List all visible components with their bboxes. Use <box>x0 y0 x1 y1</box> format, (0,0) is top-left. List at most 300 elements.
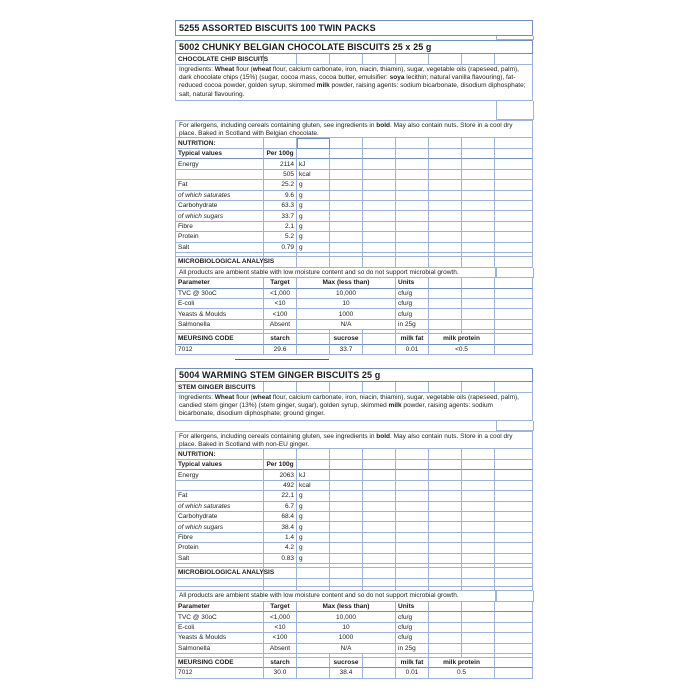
cell <box>429 568 462 579</box>
text: For allergens, including cereals containing gluten, see ingredients in <box>179 433 377 441</box>
cell <box>495 180 533 190</box>
cell <box>429 243 462 253</box>
cell <box>297 568 330 579</box>
cell: MEURSING CODE <box>175 334 264 344</box>
text-block <box>175 65 533 101</box>
cell <box>297 345 330 355</box>
cell <box>462 54 495 65</box>
cell <box>363 543 396 553</box>
cell: of which sugars <box>175 211 264 221</box>
cell <box>330 243 363 253</box>
cell: 1000 <box>297 309 396 319</box>
cell: cfu/g <box>396 309 429 319</box>
text: flour, calcium carbonate, iron, niacin, thiamin), sugar, vegetable oils (rapeseed, palm), dark chocolate chips (15%) (sugar, cocoa mass, cocoa butter, emulsifier: <box>179 66 519 82</box>
cell: Per 100g <box>264 460 297 470</box>
cell <box>462 180 495 190</box>
cell: 0.5 <box>429 668 495 678</box>
meursing-header-2 <box>175 658 534 668</box>
cell <box>429 502 462 512</box>
cell <box>396 382 429 393</box>
cell <box>363 658 396 668</box>
cell <box>495 299 533 309</box>
text: flour, calcium carbonate, iron, niacin, thiamin), sugar, vegetable oils (rapeseed, palm), candied stem ginger (13%) (stem ginger, sugar), golden syrup, skimmed <box>179 394 519 410</box>
cell: 2063 <box>264 470 297 480</box>
cell: Carbohydrate <box>175 512 264 522</box>
cell <box>462 449 495 460</box>
table-row <box>175 623 534 633</box>
cell <box>363 668 396 678</box>
nutrition-column-header-2 <box>175 460 534 470</box>
cell <box>429 644 462 654</box>
table-row <box>175 491 534 501</box>
cell <box>429 289 462 299</box>
cell: <10 <box>264 623 297 633</box>
cell <box>495 554 533 564</box>
table-row <box>175 191 534 201</box>
table-row <box>175 644 534 654</box>
cell <box>462 289 495 299</box>
cell <box>429 602 462 612</box>
cell: 38.4 <box>264 522 297 532</box>
cell: 68.4 <box>264 512 297 522</box>
cell: sucrose <box>330 334 363 344</box>
cell: MEURSING CODE <box>175 658 264 668</box>
cell <box>429 149 462 159</box>
micro-note-2 <box>175 591 534 602</box>
cell <box>495 481 533 491</box>
cell: STEM GINGER BISCUITS <box>175 382 264 393</box>
cell <box>297 460 330 470</box>
section-title-text: 5004 WARMING STEM GINGER BISCUITS 25 g <box>175 368 533 382</box>
cell <box>396 533 429 543</box>
bold-text: Wheat <box>214 66 235 73</box>
cell: TVC @ 30oC <box>175 612 264 622</box>
cell: 492 <box>264 481 297 491</box>
cell <box>363 460 396 470</box>
cell <box>330 149 363 159</box>
cell: of which sugars <box>175 522 264 532</box>
cell <box>297 382 330 393</box>
cell <box>396 502 429 512</box>
cell <box>396 180 429 190</box>
spacer-row <box>175 421 534 431</box>
cell <box>396 232 429 242</box>
table-row <box>175 554 534 564</box>
merged-note: All products are ambient stable with low moisture content and so do not support microbial growth. <box>175 268 496 278</box>
cell <box>495 345 533 355</box>
cell: g <box>297 502 330 512</box>
cell <box>264 257 297 268</box>
nutrition-heading-2 <box>175 449 534 460</box>
cell <box>429 201 462 211</box>
cell <box>462 460 495 470</box>
cell: g <box>297 512 330 522</box>
cell <box>495 668 533 678</box>
bold-text: milk <box>316 82 330 90</box>
cell <box>330 382 363 393</box>
text: powder, raising agents: sodium bicarbonate, disodium diphosphate; salt, natural flavouring. <box>179 82 526 98</box>
cell: <100 <box>264 633 297 643</box>
cell: N/A <box>297 320 396 330</box>
cell <box>363 382 396 393</box>
cell <box>495 579 533 587</box>
cell <box>462 232 495 242</box>
cell <box>495 289 533 299</box>
cell: kcal <box>297 481 330 491</box>
cell: 25.2 <box>264 180 297 190</box>
cell <box>363 470 396 480</box>
cell <box>495 243 533 253</box>
cell: of which saturates <box>175 502 264 512</box>
text: Ingredients: <box>179 66 215 73</box>
cell: 9.6 <box>264 191 297 201</box>
doc-title <box>175 20 534 36</box>
cell <box>495 159 533 169</box>
cell <box>175 481 264 491</box>
section-title-text: 5002 CHUNKY BELGIAN CHOCOLATE BISCUITS 25 x 25 g <box>175 40 533 54</box>
cell: 38.4 <box>330 668 363 678</box>
cell <box>396 149 429 159</box>
cell <box>396 491 429 501</box>
ingredients-1 <box>175 65 534 101</box>
cell <box>462 623 495 633</box>
spacer <box>175 101 496 120</box>
cell: in 25g <box>396 644 429 654</box>
cell: Max (less than) <box>297 278 396 288</box>
cell: cfu/g <box>396 612 429 622</box>
table-row <box>175 470 534 480</box>
cell <box>363 211 396 221</box>
cell: in 25g <box>396 320 429 330</box>
cell <box>495 334 533 344</box>
cell: Protein <box>175 543 264 553</box>
cell: g <box>297 232 330 242</box>
cell: 0.01 <box>396 345 429 355</box>
cell: Typical values <box>175 149 264 159</box>
cell <box>462 633 495 643</box>
cell <box>330 180 363 190</box>
cell <box>363 180 396 190</box>
cell <box>396 138 429 149</box>
cell <box>297 658 330 668</box>
cell <box>462 222 495 232</box>
cell <box>462 320 495 330</box>
cell <box>429 309 462 319</box>
cell <box>495 543 533 553</box>
cell <box>496 591 534 602</box>
cell: 10 <box>297 299 396 309</box>
cell: <1,000 <box>264 289 297 299</box>
table-row <box>175 211 534 221</box>
cell <box>396 470 429 480</box>
cell: g <box>297 533 330 543</box>
cell: milk protein <box>429 334 495 344</box>
cell: Parameter <box>175 602 264 612</box>
cell <box>495 612 533 622</box>
cell <box>175 170 264 180</box>
cell <box>429 554 462 564</box>
cell: 7012 <box>175 668 264 678</box>
cell <box>264 54 297 65</box>
cell: Absent <box>264 644 297 654</box>
cell: g <box>297 180 330 190</box>
cell: g <box>297 491 330 501</box>
cell: 1000 <box>297 633 396 643</box>
table-row <box>175 243 534 253</box>
cell <box>330 257 363 268</box>
cell: sucrose <box>330 658 363 668</box>
table-row <box>175 543 534 553</box>
cell <box>495 460 533 470</box>
cell: of which saturates <box>175 191 264 201</box>
cell <box>429 481 462 491</box>
cell: milk fat <box>396 658 429 668</box>
cell <box>330 170 363 180</box>
cell <box>297 579 330 587</box>
cell <box>396 460 429 470</box>
spacer <box>175 421 496 431</box>
cell: 0.01 <box>396 668 429 678</box>
cell <box>429 512 462 522</box>
cell: g <box>297 543 330 553</box>
cell <box>396 579 429 587</box>
cell <box>363 149 396 159</box>
bold-text: bold <box>376 433 391 441</box>
cell <box>363 232 396 242</box>
cell: g <box>297 191 330 201</box>
cell <box>363 159 396 169</box>
divider-line <box>235 359 329 360</box>
cell: starch <box>264 334 297 344</box>
cell <box>462 309 495 319</box>
cell: 10,000 <box>297 612 396 622</box>
cell: 30.0 <box>264 668 297 678</box>
cell <box>462 278 495 288</box>
cell: Target <box>264 602 297 612</box>
cell <box>495 278 533 288</box>
cell <box>396 159 429 169</box>
cell <box>429 191 462 201</box>
cell <box>495 533 533 543</box>
cell <box>297 449 330 460</box>
cell <box>396 554 429 564</box>
cell: g <box>297 211 330 221</box>
bold-text: Wheat <box>214 394 235 402</box>
cell <box>462 299 495 309</box>
cell: milk fat <box>396 334 429 344</box>
micro-column-header-1 <box>175 278 534 288</box>
cell: 6.7 <box>264 502 297 512</box>
cell: Salt <box>175 554 264 564</box>
cell <box>429 633 462 643</box>
table-row <box>175 170 534 180</box>
cell: Parameter <box>175 278 264 288</box>
cell <box>496 268 534 278</box>
bold-text: bold <box>376 122 391 129</box>
cell: NUTRITION: <box>175 138 264 149</box>
cell <box>363 533 396 543</box>
cell <box>363 345 396 355</box>
cell <box>495 568 533 579</box>
cell <box>429 543 462 553</box>
merged-note: All products are ambient stable with low moisture content and so do not support microbial growth. <box>175 591 496 602</box>
cell: 7012 <box>175 345 264 355</box>
cell: 22.1 <box>264 491 297 501</box>
cell <box>363 449 396 460</box>
cell <box>330 138 363 149</box>
cell: 0.79 <box>264 243 297 253</box>
text: . May also contain nuts. Store in a cool dry place. Baked in Scotland with Belgian chocolate. <box>179 122 513 138</box>
cell <box>363 491 396 501</box>
cell <box>429 222 462 232</box>
cell <box>396 568 429 579</box>
cell <box>330 568 363 579</box>
cell <box>462 243 495 253</box>
table-row <box>175 320 534 330</box>
cell <box>429 232 462 242</box>
cell <box>429 211 462 221</box>
cell <box>363 554 396 564</box>
cell <box>495 522 533 532</box>
cell: kJ <box>297 159 330 169</box>
cell <box>429 138 462 149</box>
allergens-1 <box>175 120 534 138</box>
section-divider <box>175 355 534 368</box>
cell <box>363 512 396 522</box>
cell <box>429 54 462 65</box>
cell <box>429 522 462 532</box>
product-subtitle-2 <box>175 382 534 393</box>
cell <box>363 170 396 180</box>
cell <box>330 460 363 470</box>
cell: 10,000 <box>297 289 396 299</box>
cell <box>363 579 396 587</box>
meursing-values-2 <box>175 668 534 678</box>
cell: Protein <box>175 232 264 242</box>
cell <box>495 309 533 319</box>
cell: 2114 <box>264 159 297 169</box>
cell: NUTRITION: <box>175 449 264 460</box>
cell: 33.7 <box>264 211 297 221</box>
cell <box>495 512 533 522</box>
meursing-values-1 <box>175 345 534 355</box>
cell: 0.83 <box>264 554 297 564</box>
cell: E-coli <box>175 623 264 633</box>
cell <box>297 149 330 159</box>
cell: MICROBIOLOGICAL ANALYSIS <box>175 257 264 268</box>
micro-heading-2 <box>175 568 534 579</box>
cell: Yeasts & Moulds <box>175 309 264 319</box>
cell <box>363 191 396 201</box>
nutrition-column-header-1 <box>175 149 534 159</box>
cell <box>462 170 495 180</box>
cell <box>462 382 495 393</box>
bold-text: wheat <box>252 66 272 73</box>
cell <box>429 278 462 288</box>
cell: Fat <box>175 180 264 190</box>
cell: TVC @ 30oC <box>175 289 264 299</box>
cell <box>495 211 533 221</box>
cell <box>495 257 533 268</box>
cell: 29.6 <box>264 345 297 355</box>
cell <box>429 170 462 180</box>
cell <box>330 232 363 242</box>
cell <box>330 449 363 460</box>
spreadsheet <box>175 20 534 679</box>
cell <box>462 159 495 169</box>
cell <box>330 159 363 169</box>
cell: <1,000 <box>264 612 297 622</box>
cell <box>297 257 330 268</box>
cell <box>462 481 495 491</box>
text: flour ( <box>234 66 253 73</box>
cell <box>495 470 533 480</box>
cell <box>462 579 495 587</box>
cell <box>264 568 297 579</box>
cell <box>495 191 533 201</box>
cell <box>330 201 363 211</box>
cell <box>363 54 396 65</box>
cell: <0.5 <box>429 345 495 355</box>
cell <box>264 138 297 149</box>
cell: g <box>297 522 330 532</box>
cell <box>330 554 363 564</box>
spacer-row <box>175 101 534 120</box>
cell <box>462 138 495 149</box>
cell <box>429 579 462 587</box>
cell <box>330 470 363 480</box>
table-row <box>175 633 534 643</box>
cell <box>429 491 462 501</box>
table-row <box>175 612 534 622</box>
cell <box>495 491 533 501</box>
spacer-row <box>175 579 534 587</box>
cell <box>363 222 396 232</box>
cell: CHOCOLATE CHIP BISCUITS <box>175 54 264 65</box>
cell <box>429 299 462 309</box>
cell <box>496 101 534 120</box>
text: For allergens, including cereals containing gluten, see ingredients in <box>179 122 377 129</box>
cell <box>429 533 462 543</box>
text: lecithin; natural vanilla flavouring), fat-reduced cocoa powder, golden syrup, skimmed <box>179 74 516 90</box>
cell <box>396 522 429 532</box>
cell <box>330 543 363 553</box>
cell: Fat <box>175 491 264 501</box>
cell: milk protein <box>429 658 495 668</box>
cell <box>330 54 363 65</box>
cell <box>396 201 429 211</box>
cell <box>429 623 462 633</box>
cell <box>495 633 533 643</box>
cell <box>429 460 462 470</box>
cell <box>462 201 495 211</box>
cell <box>495 502 533 512</box>
cell <box>429 159 462 169</box>
cell: E-coli <box>175 299 264 309</box>
cell <box>297 668 330 678</box>
cell <box>462 612 495 622</box>
cell <box>429 612 462 622</box>
cell <box>396 170 429 180</box>
table-row <box>175 222 534 232</box>
cell <box>462 644 495 654</box>
cell <box>363 334 396 344</box>
cell: Absent <box>264 320 297 330</box>
table-row <box>175 502 534 512</box>
cell: Energy <box>175 159 264 169</box>
cell <box>264 579 297 587</box>
cell <box>396 481 429 491</box>
